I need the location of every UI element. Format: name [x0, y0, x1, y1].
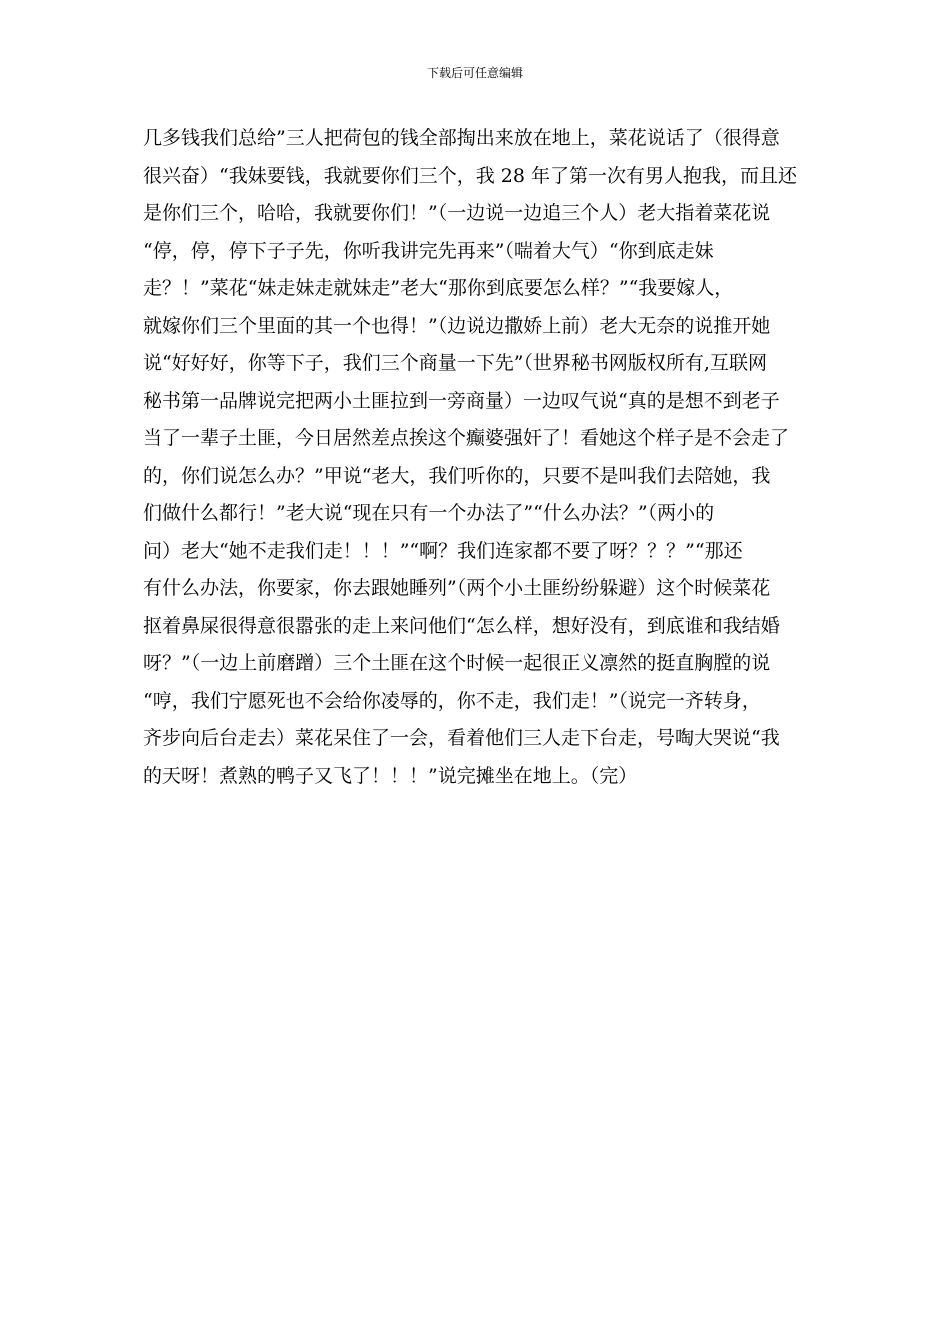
text-line-11: 们做什么都行！”老大说“现在只有一个办法了”“什么办法？”（两小的 — [143, 502, 715, 524]
text-line-16: “哼，我们宁愿死也不会给你凌辱的，你不走，我们走！”（说完一齐转身， — [143, 689, 761, 712]
text-line-13: 有什么办法，你要家，你去跟她睡列”（两个小土匪纷纷躲避）这个时候菜花 — [143, 577, 771, 599]
text-line-1: 几多钱我们总给”三人把荷包的钱全部掏出来放在地上，菜花说话了（很得意 — [143, 127, 780, 149]
text-line-7: 说“好好好，你等下子，我们三个商量一下先”（世界秘书网版权所有,互联网 — [143, 352, 767, 374]
text-line-3: 是你们三个，哈哈，我就要你们！”（一边说一边追三个人）老大指着菜花说 — [143, 202, 771, 224]
text-line-10: 的，你们说怎么办？”甲说“老大，我们听你的，只要不是叫我们去陪她，我 — [143, 464, 771, 487]
text-line-9: 当了一辈子土匪，今日居然差点挨这个癫婆强奸了！看她这个样子是不会走了 — [143, 427, 790, 449]
text-line-12: 问）老大“她不走我们走！！！”“啊？我们连家都不要了呀？？？”“那还 — [143, 539, 743, 562]
text-line-8: 秘书第一品牌说完把两小土匪拉到一旁商量）一边叹气说“真的是想不到老子 — [143, 389, 780, 412]
text-line-18: 的天呀！煮熟的鸭子又飞了！！！”说完摊坐在地上。（完） — [143, 764, 638, 787]
text-line-4: “停，停，停下子子先，你听我讲完先再来”（喘着大气）“你到底走妹 — [143, 239, 714, 262]
text-line-5: 走？！”菜花“妹走妹走就妹走”老大“那你到底要怎么样？”“我要嫁人， — [143, 277, 734, 299]
text-line-2: 很兴奋）“我妹要钱，我就要你们三个，我 28 年了第一次有男人抱我，而且还 — [143, 164, 797, 187]
text-line-17: 齐步向后台走去）菜花呆住了一会，看着他们三人走下台走，号啕大哭说“我 — [143, 727, 780, 749]
body-text — [143, 120, 811, 795]
text-line-15: 呀？”（一边上前磨蹭）三个土匪在这个时候一起很正义凛然的挺直胸膛的说 — [143, 652, 771, 674]
text-line-14: 抠着鼻屎很得意很嚣张的走上来问他们“怎么样，想好没有，到底谁和我结婚 — [143, 614, 780, 637]
page-header: 下载后可任意编辑 — [426, 66, 523, 80]
text-line-6: 就嫁你们三个里面的其一个也得！”（边说边撒娇上前）老大无奈的说推开她 — [143, 314, 771, 337]
